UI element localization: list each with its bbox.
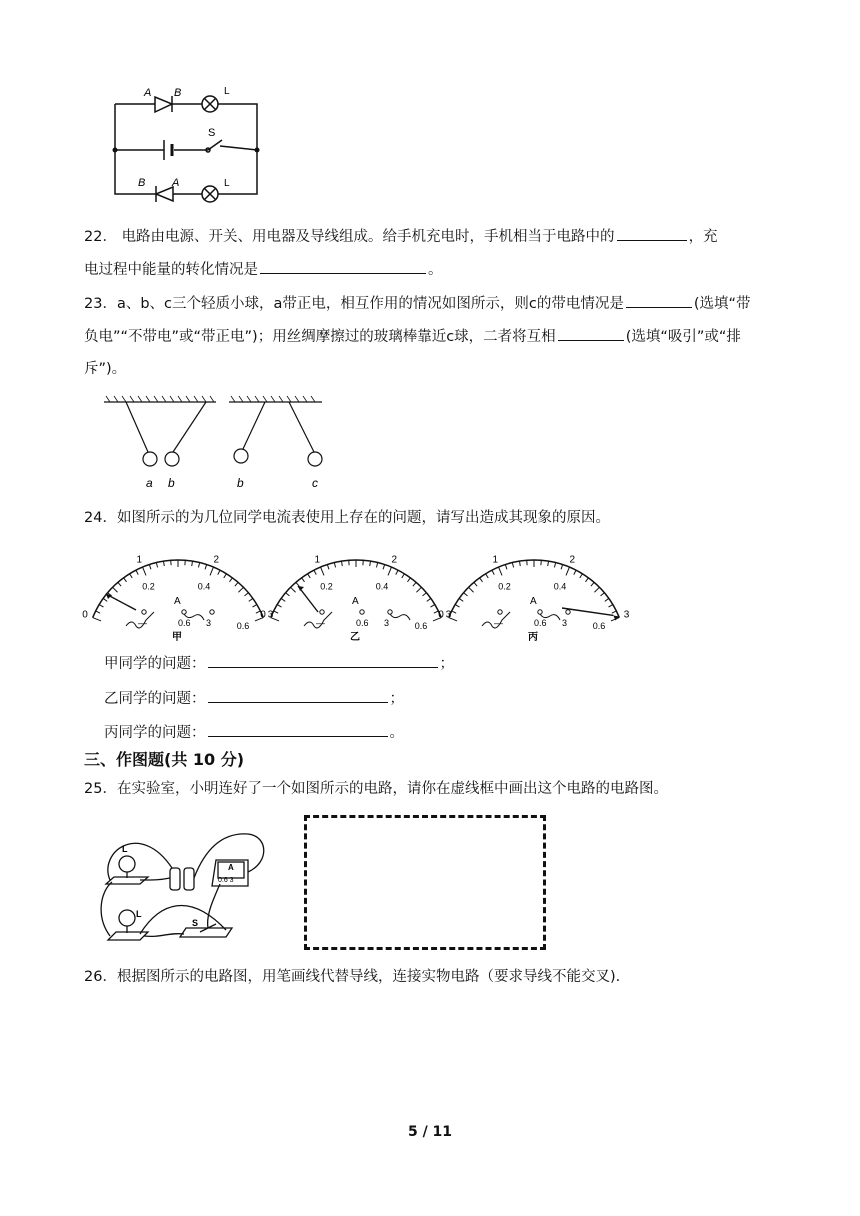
scale-top-label: 1 (492, 554, 499, 566)
q22-text-b: ，充 (688, 229, 718, 245)
q22-text-a: 电路由电源、开关、用电器及导线组成。给手机充电时，手机相当于电路中的 (121, 229, 615, 245)
terminal (360, 610, 364, 614)
ammeter-2 (260, 555, 451, 643)
scale-top-label: 0 (82, 609, 88, 621)
dial-tick (376, 563, 377, 568)
ammeter-figures (82, 532, 630, 646)
q24-jia-label: 甲同学的问题： (104, 656, 206, 672)
q24-bing-line (104, 722, 404, 743)
dial-tick (124, 578, 127, 582)
dial-tick (229, 578, 232, 582)
dial-tick (286, 593, 290, 596)
dial-tick (277, 605, 281, 608)
q23-line3 (84, 359, 126, 379)
q23-text-a: 23．a、b、c三个轻质小球，a带正电，相互作用的情况如图所示，则c的带电情况是 (84, 296, 624, 312)
dial-tick (486, 574, 489, 578)
dial-tick (149, 565, 151, 570)
dial-tick (321, 567, 324, 575)
label-b-top: B (174, 87, 182, 99)
q24-yi-line (104, 688, 404, 709)
scale-bottom-label: 0.2 (320, 581, 333, 592)
label-s: S (208, 127, 216, 139)
q25-text: 25．在实验室，小明连好了一个如图所示的电路，请你在虚线框中画出这个电路的电路图。 (84, 781, 668, 797)
scale-bottom-label: 0.4 (553, 581, 567, 592)
dial-tick (253, 605, 257, 608)
dial-arc (93, 560, 264, 618)
dial-tick (245, 593, 249, 596)
q24-bing-label: 丙同学的问题： (104, 725, 206, 741)
terminal-label: — (138, 618, 147, 628)
terminal (388, 610, 392, 614)
dial-tick (423, 593, 427, 596)
terminal (566, 610, 570, 614)
dial-tick (554, 563, 555, 568)
dial-arc (449, 560, 620, 618)
real-l1-label: L (122, 844, 128, 854)
terminal-label: 0.6 (356, 618, 369, 628)
dial-tick (327, 565, 329, 570)
terminal (182, 610, 186, 614)
terminal-label: 3 (384, 618, 390, 628)
ball-b1-label: b (168, 476, 175, 490)
scale-bottom-label: 0.6 (592, 621, 606, 632)
dial-tick (99, 605, 103, 608)
q22-line1 (84, 226, 718, 247)
real-terms-label: 0.6 3 (218, 877, 234, 884)
q24-text: 24．如图所示的为几位同学电流表使用上存在的问题，请写出造成其现象的原因。 (84, 510, 610, 526)
scale-top-label: 3 (267, 609, 274, 621)
dial-tick (580, 574, 583, 578)
meter-caption: 乙 (350, 632, 360, 643)
dial-tick (585, 578, 588, 582)
dial-tick (192, 561, 193, 566)
dial-tick (464, 593, 468, 596)
real-l2-label: L (136, 909, 142, 919)
q24-bing-end: 。 (389, 725, 404, 741)
q22-line2 (84, 259, 443, 280)
dial-tick (156, 563, 157, 568)
unit-label: A (530, 596, 537, 607)
q22-blank1[interactable] (617, 226, 687, 241)
scale-top-label: 3 (623, 609, 630, 621)
unit-label: A (352, 596, 359, 607)
dial-tick (416, 587, 421, 592)
q23-line2 (84, 326, 741, 347)
dial-tick (452, 611, 456, 613)
q23-blank1[interactable] (626, 293, 692, 308)
real-s-label: S (192, 918, 199, 928)
dial-tick (113, 587, 118, 592)
label-b-bot: B (138, 177, 146, 189)
dial-tick (574, 570, 576, 574)
dial-tick (520, 561, 521, 566)
dial-tick (274, 611, 278, 613)
q24-yi-label: 乙同学的问题： (104, 691, 206, 707)
dial-tick (499, 567, 502, 575)
dial-tick (205, 565, 207, 570)
dial-tick (402, 574, 405, 578)
dial-tick (474, 582, 477, 586)
dial-tick (605, 598, 609, 601)
meter-caption: 甲 (172, 632, 182, 643)
label-l2: L (224, 178, 230, 189)
label-a-top: A (144, 87, 152, 99)
scale-top-label: 2 (213, 554, 220, 566)
q22-text-c: 电过程中能量的转化情况是 (84, 262, 258, 278)
dial-tick (388, 567, 391, 575)
dial-tick (249, 598, 253, 601)
dial-tick (218, 570, 220, 574)
scale-top-label: 0 (438, 609, 444, 621)
dial-tick (566, 567, 569, 575)
scale-bottom-label: 0.2 (498, 581, 511, 592)
dial-tick (383, 565, 385, 570)
dial-tick (210, 567, 213, 575)
q24-bing-blank[interactable] (208, 722, 388, 737)
terminal-label: 3 (206, 618, 212, 628)
q24-jia-blank[interactable] (208, 653, 438, 668)
terminal-label: — (316, 618, 325, 628)
dial-tick (291, 587, 296, 592)
q23-blank2[interactable] (558, 326, 624, 341)
terminal (538, 610, 542, 614)
dial-tick (512, 563, 513, 568)
terminal-label: — (494, 618, 503, 628)
dial-tick (612, 611, 616, 613)
unit-label: A (174, 596, 181, 607)
ball-b2-label: b (237, 476, 244, 490)
dial-tick (594, 587, 599, 592)
q24-jia-line (104, 653, 454, 674)
ammeter-3 (438, 555, 629, 643)
dial-tick (601, 593, 605, 596)
label-a-bot: A (172, 177, 180, 189)
dial-tick (469, 587, 474, 592)
real-circuit-figure (100, 822, 272, 952)
dial-tick (143, 567, 146, 575)
dial-tick (609, 605, 613, 608)
q24-yi-end: ； (389, 691, 404, 707)
dial-tick (235, 582, 238, 586)
ball-c-label: c (312, 476, 318, 490)
section-title: 三、作图题(共 10 分) (84, 750, 245, 769)
dial-tick (96, 611, 100, 613)
dial-tick (334, 563, 335, 568)
terminal-label: 0.6 (534, 618, 547, 628)
q23-line1 (84, 293, 751, 314)
q24-jia-end: ； (439, 656, 454, 672)
dial-tick (118, 582, 121, 586)
terminal (210, 610, 214, 614)
dashed-answer-box[interactable] (304, 815, 546, 950)
dial-tick (396, 570, 398, 574)
real-a-label: A (228, 863, 234, 872)
dial-tick (302, 578, 305, 582)
dial-tick (459, 598, 463, 601)
diode-circuit-figure (100, 82, 270, 202)
terminal (320, 610, 324, 614)
terminal-label: 3 (562, 618, 568, 628)
scale-top-label: 3 (445, 609, 452, 621)
dial-tick (548, 561, 549, 566)
dial-tick (370, 561, 371, 566)
terminal (498, 610, 502, 614)
q23-text-c: 负电”“不带电”或“带正电”)；用丝绸摩擦过的玻璃棒靠近c球，二者将互相 (84, 329, 556, 345)
q22-text-d: 。 (428, 262, 443, 278)
q26-text: 26．根据图所示的电路图，用笔画线代替导线，连接实物电路（要求导线不能交叉). (84, 969, 621, 985)
dial-tick (431, 605, 435, 608)
page-number: 5 / 11 (407, 1124, 453, 1140)
scale-bottom-label: 0.6 (414, 621, 428, 632)
terminal-label: 0.6 (178, 618, 191, 628)
dial-tick (198, 563, 199, 568)
dial-tick (164, 561, 165, 566)
dial-tick (308, 574, 311, 578)
dial-tick (136, 570, 138, 574)
scale-top-label: 2 (569, 554, 576, 566)
wire (390, 614, 410, 620)
dial-tick (224, 574, 227, 578)
scale-bottom-label: 0.6 (236, 621, 250, 632)
dial-tick (413, 582, 416, 586)
dial-tick (492, 570, 494, 574)
q22-blank2[interactable] (260, 259, 426, 274)
dial-tick (281, 598, 285, 601)
dial-tick (427, 598, 431, 601)
terminal (142, 610, 146, 614)
scale-top-label: 2 (391, 554, 398, 566)
ammeter-1 (82, 555, 273, 643)
label-l1: L (224, 86, 230, 97)
scale-top-label: 1 (136, 554, 143, 566)
scale-top-label: 0 (260, 609, 266, 621)
q23-text-d: (选填“吸引”或“排 (625, 329, 741, 345)
dial-tick (591, 582, 594, 586)
dial-tick (314, 570, 316, 574)
dial-tick (130, 574, 133, 578)
q24-yi-blank[interactable] (208, 688, 388, 703)
dial-tick (561, 565, 563, 570)
dial-tick (505, 565, 507, 570)
scale-top-label: 1 (314, 554, 321, 566)
scale-bottom-label: 0.2 (142, 581, 155, 592)
dial-tick (455, 605, 459, 608)
hanging-balls-figure (100, 392, 330, 492)
q22-number: 22． (84, 229, 117, 245)
scale-bottom-label: 0.4 (197, 581, 211, 592)
dial-tick (93, 618, 101, 621)
dial-tick (296, 582, 299, 586)
q23-text-b: (选填“带 (693, 296, 751, 312)
dial-tick (342, 561, 343, 566)
dial-tick (480, 578, 483, 582)
dial-tick (238, 587, 243, 592)
q23-text-e: 斥”)。 (84, 361, 127, 377)
dial-tick (407, 578, 410, 582)
scale-bottom-label: 0.4 (375, 581, 389, 592)
ball-a-label: a (146, 476, 153, 490)
dial-arc (271, 560, 442, 618)
dial-tick (103, 598, 107, 601)
meter-caption: 丙 (528, 632, 538, 643)
